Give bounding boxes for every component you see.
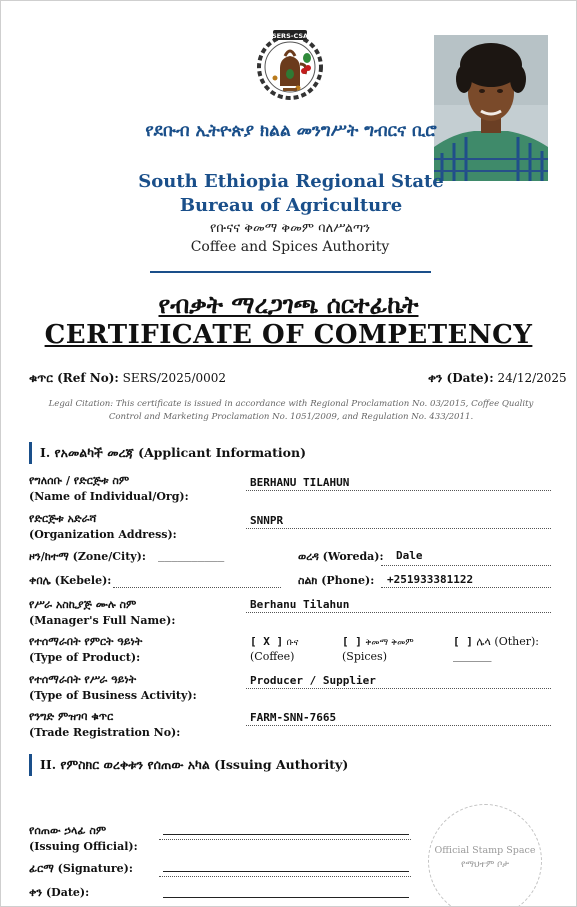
zone-value: __________ bbox=[158, 549, 225, 562]
authority-name-amharic: የቡናና ቅመማ ቅመም ባለሥልጣን bbox=[209, 221, 371, 236]
official-label bbox=[29, 823, 138, 855]
activity-label bbox=[29, 672, 197, 704]
address-label bbox=[29, 511, 177, 543]
product-spices-option[interactable] bbox=[342, 635, 414, 664]
official-label-am: የሰጠው ኃላፊ ስም bbox=[29, 824, 107, 837]
state-title-english: South Ethiopia Regional State bbox=[138, 171, 444, 192]
ref-value: SERS/2025/0002 bbox=[122, 371, 227, 385]
authority-name-english: Coffee and Spices Authority bbox=[190, 239, 390, 255]
applicant-photo bbox=[434, 35, 548, 181]
address-underline bbox=[246, 528, 551, 529]
manager-label-en: (Manager's Full Name): bbox=[29, 614, 176, 627]
product-coffee-label-en: (Coffee) bbox=[250, 650, 295, 663]
bureau-title-amharic: የደቡብ ኢትዮጵያ ክልል መንግሥት ግብርና ቢሮ bbox=[145, 121, 437, 141]
product-other-value: _______ bbox=[453, 649, 492, 662]
authority-date-line[interactable] bbox=[163, 897, 409, 898]
trade-underline bbox=[246, 725, 551, 726]
bureau-title-english: Bureau of Agriculture bbox=[179, 195, 403, 216]
section-applicant-heading: I. የአመልካች መረጃ (Applicant Information) bbox=[29, 442, 550, 464]
header-divider bbox=[150, 271, 431, 273]
logo-badge-text: SERS-CSA bbox=[271, 32, 309, 40]
phone-label: ስልክ (Phone): bbox=[298, 574, 375, 587]
manager-underline bbox=[246, 612, 551, 613]
kebele-label: ቀበሌ (Kebele): bbox=[29, 574, 112, 587]
product-spices-checkbox[interactable]: [ ] bbox=[342, 635, 362, 648]
activity-value: Producer / Supplier bbox=[250, 674, 376, 687]
trade-value: FARM-SNN-7665 bbox=[250, 711, 337, 724]
official-label-en: (Issuing Official): bbox=[29, 840, 138, 853]
address-label-en: (Organization Address): bbox=[29, 528, 177, 541]
kebele-underline bbox=[113, 587, 281, 588]
product-label-am: የተሰማራበት የምርት ዓይነት bbox=[29, 635, 143, 648]
product-other-option[interactable] bbox=[453, 635, 539, 663]
certificate-title-amharic: የብቃት ማረጋገጫ ሰርተፊኬት bbox=[158, 290, 419, 319]
signature-label: ፊርማ (Signature): bbox=[29, 862, 133, 875]
manager-label-am: የሥራ አስኪያጅ ሙሉ ስም bbox=[29, 598, 137, 611]
woreda-label: ወረዳ (Woreda): bbox=[298, 550, 384, 563]
section-authority-heading: II. የምስክር ወረቀቱን የሰጠው አካል (Issuing Authority) bbox=[29, 754, 550, 776]
date-label: ቀን (Date): bbox=[428, 371, 494, 385]
address-value: SNNPR bbox=[250, 514, 284, 527]
official-name-line[interactable] bbox=[163, 834, 409, 835]
ref-number bbox=[29, 371, 226, 386]
product-label bbox=[29, 634, 142, 666]
woreda-value: Dale bbox=[396, 549, 423, 562]
issue-date bbox=[428, 371, 567, 386]
certificate-title-english: CERTIFICATE OF COMPETENCY bbox=[44, 320, 533, 350]
trade-label-am: የንግድ ምዝገባ ቁጥር bbox=[29, 710, 114, 723]
product-spices-label-am: ቅመማ ቅመም bbox=[365, 638, 414, 648]
date-value: 24/12/2025 bbox=[497, 371, 567, 385]
name-label-en: (Name of Individual/Org): bbox=[29, 490, 189, 503]
phone-value: +251933381122 bbox=[387, 573, 474, 586]
activity-label-en: (Type of Business Activity): bbox=[29, 689, 197, 702]
signature-line[interactable] bbox=[163, 871, 409, 872]
woreda-underline bbox=[381, 565, 551, 566]
product-other-checkbox[interactable]: [ ] bbox=[453, 635, 473, 648]
legal-citation: Legal Citation: This certificate is issued in accordance with Regional Proclamation No. 03/2015, Coffee Quality Control and Marketing Proclamation No. 1051/2009, and Regulation No. 433/2011. bbox=[48, 399, 534, 422]
signature-dots bbox=[159, 876, 411, 877]
product-coffee-label-am: ቡና bbox=[286, 638, 299, 648]
product-coffee-option[interactable] bbox=[250, 635, 298, 664]
manager-label bbox=[29, 597, 175, 629]
name-value: BERHANU TILAHUN bbox=[250, 476, 350, 489]
official-name-dots bbox=[159, 839, 411, 840]
name-label bbox=[29, 473, 189, 505]
name-label-am: የግለሰቡ / የድርጅቱ ስም bbox=[29, 474, 130, 487]
trade-label-en: (Trade Registration No): bbox=[29, 726, 181, 739]
stamp-label-am: የማህተም ቦታ bbox=[461, 860, 509, 870]
address-label-am: የድርጅቱ አድራሻ bbox=[29, 512, 97, 525]
zone-label: ዞን/ከተማ (Zone/City): bbox=[29, 550, 146, 563]
stamp-label-en: Official Stamp Space bbox=[434, 845, 536, 856]
authority-date-label: ቀን (Date): bbox=[29, 886, 90, 899]
trade-label bbox=[29, 709, 180, 741]
product-other-label: ሌላ (Other): bbox=[476, 635, 540, 648]
product-label-en: (Type of Product): bbox=[29, 651, 141, 664]
authority-logo bbox=[253, 28, 327, 102]
manager-value: Berhanu Tilahun bbox=[250, 598, 350, 611]
product-spices-label-en: (Spices) bbox=[342, 650, 387, 663]
ref-label: ቁጥር (Ref No): bbox=[29, 371, 119, 385]
activity-label-am: የተሰማራበት የሥራ ዓይነት bbox=[29, 673, 137, 686]
phone-underline bbox=[381, 587, 551, 588]
name-underline bbox=[246, 490, 551, 491]
official-stamp-space bbox=[428, 804, 542, 907]
product-coffee-checkbox[interactable]: [ X ] bbox=[250, 635, 284, 648]
activity-underline bbox=[246, 688, 551, 689]
